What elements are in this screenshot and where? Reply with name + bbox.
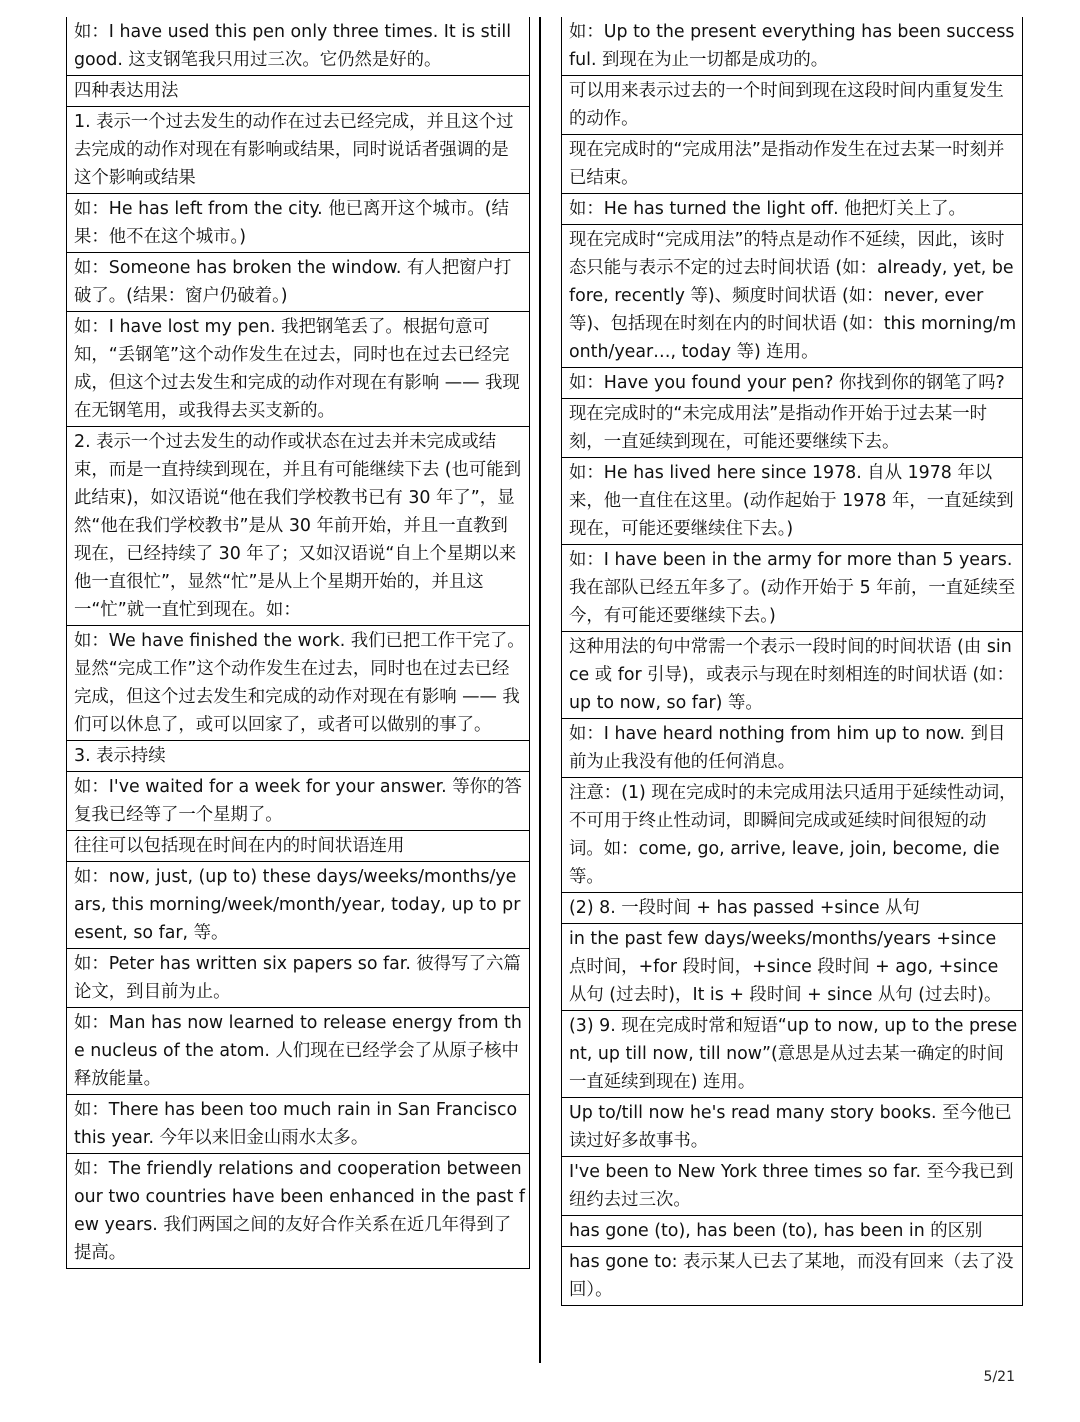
table-cell: 如：I have used this pen only three times. It is still good. 这支钢笔我只用过三次。它仍然是好的。	[67, 17, 529, 76]
table-cell: in the past few days/weeks/months/years +since 点时间，+for 段时间，+since 段时间 + ago, +since 从句 (过去时)，It is + 段时间 + since 从句 (过去时)。	[562, 924, 1022, 1011]
table-cell: (2) 8. 一段时间 + has passed +since 从句	[562, 893, 1022, 924]
table-cell: 如：I have heard nothing from him up to now. 到目前为止我没有他的任何消息。	[562, 719, 1022, 778]
table-cell: 如：He has turned the light off. 他把灯关上了。	[562, 194, 1022, 225]
table-cell: 如：There has been too much rain in San Francisco this year. 今年以来旧金山雨水太多。	[67, 1095, 529, 1154]
right-column	[561, 17, 1023, 1306]
table-cell: 这种用法的句中常需一个表示一段时间的时间状语 (由 since 或 for 引导)，或表示与现在时刻相连的时间状语 (如：up to now, so far) 等。	[562, 632, 1022, 719]
left-column	[66, 17, 530, 1269]
table-cell: 注意：(1) 现在完成时的未完成用法只适用于延续性动词，不可用于终止性动词，即瞬间完成或延续时间很短的动词。如：come, go, arrive, leave, join, become, die 等。	[562, 778, 1022, 893]
table-cell: (3) 9. 现在完成时常和短语“up to now, up to the present, up till now, till now”(意思是从过去某一确定的时间一直延续到现在) 连用。	[562, 1011, 1022, 1098]
table-cell: 如：The friendly relations and cooperation between our two countries have been enhanced in the past few years. 我们两国之间的友好合作关系在近几年得到了提高。	[67, 1154, 529, 1269]
table-cell: 1. 表示一个过去发生的动作在过去已经完成，并且这个过去完成的动作对现在有影响或结果，同时说话者强调的是这个影响或结果	[67, 107, 529, 194]
table-cell: 现在完成时“完成用法”的特点是动作不延续，因此，该时态只能与表示不定的过去时间状语 (如：already, yet, before, recently 等)、频度时间状语 (如：never, ever 等)、包括现在时刻在内的时间状语 (如：this morning/month/year…, today 等) 连用。	[562, 225, 1022, 368]
table-cell: 如：He has left from the city. 他已离开这个城市。(结果：他不在这个城市。)	[67, 194, 529, 253]
table-cell: 如：Someone has broken the window. 有人把窗户打破了。(结果：窗户仍破着。)	[67, 253, 529, 312]
table-cell: I've been to New York three times so far. 至今我已到纽约去过三次。	[562, 1157, 1022, 1216]
table-cell: 2. 表示一个过去发生的动作或状态在过去并未完成或结束，而是一直持续到现在，并且有可能继续下去 (也可能到此结束)，如汉语说“他在我们学校教书已有 30 年了”，显然“他在我们学校教书”是从 30 年前开始，并且一直教到现在，已经持续了 30 年了；又如汉语说“自上个星期以来他一直很忙”，显然“忙”是从上个星期开始的，并且这一“忙”就一直忙到现在。如：	[67, 427, 529, 626]
table-cell: 如：I've waited for a week for your answer. 等你的答复我已经等了一个星期了。	[67, 772, 529, 831]
table-cell: 现在完成时的“完成用法”是指动作发生在过去某一时刻并已结束。	[562, 135, 1022, 194]
table-cell: 3. 表示持续	[67, 741, 529, 772]
page-number: 5/21	[983, 1369, 1015, 1385]
table-cell: 现在完成时的“未完成用法”是指动作开始于过去某一时刻，一直延续到现在，可能还要继续下去。	[562, 399, 1022, 458]
table-cell: Up to/till now he's read many story books. 至今他已读过好多故事书。	[562, 1098, 1022, 1157]
table-cell: 如：I have been in the army for more than 5 years. 我在部队已经五年多了。(动作开始于 5 年前，一直延续至今，有可能还要继续下去。)	[562, 545, 1022, 632]
table-cell: has gone to: 表示某人已去了某地，而没有回来（去了没回）。	[562, 1247, 1022, 1306]
table-cell: 如：We have finished the work. 我们已把工作干完了。显然“完成工作”这个动作发生在过去，同时也在过去已经完成，但这个过去发生和完成的动作对现在有影响 —— 我们可以休息了，或可以回家了，或者可以做别的事了。	[67, 626, 529, 741]
table-cell: 如：I have lost my pen. 我把钢笔丢了。根据句意可知，“丢钢笔”这个动作发生在过去，同时也在过去已经完成，但这个过去发生和完成的动作对现在有影响 —— 我现在无钢笔用，或我得去买支新的。	[67, 312, 529, 427]
table-cell: 如：now, just, (up to) these days/weeks/months/years, this morning/week/month/year, today, up to present, so far, 等。	[67, 862, 529, 949]
table-cell: 可以用来表示过去的一个时间到现在这段时间内重复发生的动作。	[562, 76, 1022, 135]
table-cell: 往往可以包括现在时间在内的时间状语连用	[67, 831, 529, 862]
table-cell: 如：Up to the present everything has been successful. 到现在为止一切都是成功的。	[562, 17, 1022, 76]
table-cell: 如：Man has now learned to release energy from the nucleus of the atom. 人们现在已经学会了从原子核中释放能量。	[67, 1008, 529, 1095]
table-cell: 如：Peter has written six papers so far. 彼得写了六篇论文，到目前为止。	[67, 949, 529, 1008]
table-cell: 四种表达用法	[67, 76, 529, 107]
column-divider	[539, 17, 541, 1363]
table-cell: has gone (to), has been (to), has been in 的区别	[562, 1216, 1022, 1247]
table-cell: 如：Have you found your pen? 你找到你的钢笔了吗?	[562, 368, 1022, 399]
table-cell: 如：He has lived here since 1978. 自从 1978 年以来，他一直住在这里。(动作起始于 1978 年，一直延续到现在，可能还要继续住下去。)	[562, 458, 1022, 545]
